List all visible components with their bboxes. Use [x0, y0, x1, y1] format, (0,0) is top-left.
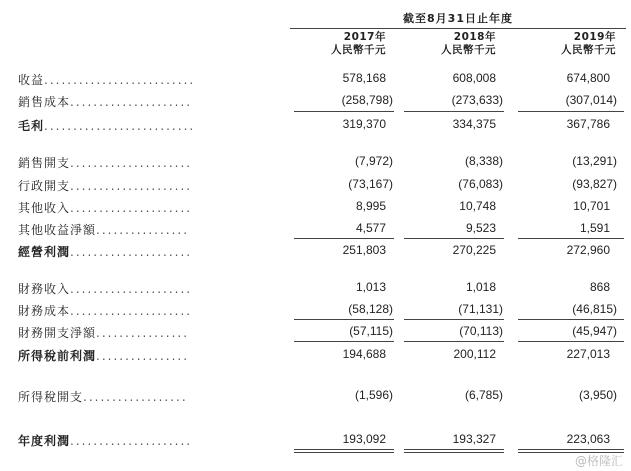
subtotal-rule	[518, 341, 624, 342]
cell-operating-profit-2017: 251,803	[342, 243, 386, 257]
cell-net-finance-expenses-2018: (70,113)	[459, 324, 503, 338]
cell-finance-income-2019: 868	[589, 280, 610, 294]
cell-finance-costs-2018: (71,131)	[458, 302, 503, 316]
row-label-finance-income: 財務收入.....................	[18, 282, 193, 296]
cell-cost-of-sales-2018: (273,633)	[451, 93, 503, 107]
subtotal-rule	[294, 319, 394, 320]
row-label-other-income: 其他收入.....................	[18, 201, 193, 215]
cell-admin-expenses-2017: (73,167)	[348, 177, 393, 191]
cell-profit-for-year-2017: 193,092	[342, 432, 386, 446]
row-label-profit-before-tax: 所得稅前利潤................	[18, 349, 190, 363]
row-label-selling-expenses: 銷售開支.....................	[18, 156, 193, 170]
cell-profit-before-tax-2017: 194,688	[342, 347, 386, 361]
row-label-other-gains-net: 其他收益淨額................	[18, 223, 190, 237]
cell-finance-income-2018: 1,018	[465, 280, 496, 294]
cell-selling-expenses-2019: (13,291)	[572, 154, 617, 168]
cell-other-gains-net-2018: 9,523	[465, 221, 496, 235]
cell-revenue-2017: 578,168	[342, 71, 386, 85]
cell-other-income-2019: 10,701	[573, 199, 610, 213]
cell-gross-profit-2017: 319,370	[342, 117, 386, 131]
subtotal-rule	[294, 238, 394, 239]
cell-finance-costs-2017: (58,128)	[348, 302, 393, 316]
cell-admin-expenses-2018: (76,083)	[458, 177, 503, 191]
cell-cost-of-sales-2017: (258,798)	[341, 93, 393, 107]
cell-revenue-2019: 674,800	[566, 71, 610, 85]
cell-net-finance-expenses-2019: (45,947)	[572, 324, 617, 338]
column-year: 2017年	[343, 31, 386, 43]
row-label-net-finance-expenses: 財務開支淨額................	[18, 326, 190, 340]
cell-income-tax-expense-2018: (6,785)	[464, 388, 503, 402]
period-header: 截至8月31日止年度	[403, 12, 513, 25]
period-header-rule	[290, 28, 626, 29]
cell-gross-profit-2018: 334,375	[452, 117, 496, 131]
subtotal-rule	[294, 111, 394, 112]
cell-admin-expenses-2019: (93,827)	[572, 177, 617, 191]
cell-gross-profit-2019: 367,786	[566, 117, 610, 131]
column-unit: 人民幣千元	[441, 44, 496, 56]
column-header-2017	[276, 31, 386, 57]
subtotal-rule	[518, 238, 624, 239]
cell-income-tax-expense-2017: (1,596)	[354, 388, 393, 402]
cell-other-income-2017: 8,995	[355, 199, 386, 213]
cell-cost-of-sales-2019: (307,014)	[565, 93, 617, 107]
row-label-finance-costs: 財務成本.....................	[18, 304, 193, 318]
cell-other-gains-net-2019: 1,591	[579, 221, 610, 235]
total-double-rule	[404, 452, 504, 453]
cell-profit-for-year-2018: 193,327	[452, 432, 496, 446]
column-header-2018	[386, 31, 496, 57]
cell-profit-for-year-2019: 223,063	[566, 432, 610, 446]
cell-operating-profit-2018: 270,225	[452, 243, 496, 257]
total-double-rule	[294, 449, 394, 450]
total-double-rule	[518, 449, 624, 450]
row-label-income-tax-expense: 所得稅開支..................	[18, 390, 188, 404]
cell-other-gains-net-2017: 4,577	[355, 221, 386, 235]
subtotal-rule	[404, 341, 504, 342]
column-unit: 人民幣千元	[331, 44, 386, 56]
cell-selling-expenses-2017: (7,972)	[354, 154, 393, 168]
total-double-rule	[294, 452, 394, 453]
cell-revenue-2018: 608,008	[452, 71, 496, 85]
cell-finance-income-2017: 1,013	[355, 280, 386, 294]
row-label-operating-profit: 經營利潤.....................	[18, 245, 193, 259]
cell-income-tax-expense-2019: (3,950)	[578, 388, 617, 402]
subtotal-rule	[294, 341, 394, 342]
cell-profit-before-tax-2018: 200,112	[453, 347, 496, 361]
subtotal-rule	[404, 238, 504, 239]
subtotal-rule	[518, 111, 624, 112]
cell-finance-costs-2019: (46,815)	[572, 302, 617, 316]
watermark: @格隆汇	[574, 454, 623, 468]
subtotal-rule	[518, 319, 624, 320]
column-unit: 人民幣千元	[561, 44, 616, 56]
column-header-2019	[506, 31, 616, 57]
subtotal-rule	[404, 319, 504, 320]
column-year: 2019年	[573, 31, 616, 43]
column-year: 2018年	[453, 31, 496, 43]
row-label-profit-for-year: 年度利潤.....................	[18, 434, 193, 448]
cell-other-income-2018: 10,748	[459, 199, 496, 213]
cell-net-finance-expenses-2017: (57,115)	[349, 324, 393, 338]
row-label-gross-profit: 毛利..........................	[18, 119, 196, 133]
total-double-rule	[404, 449, 504, 450]
cell-selling-expenses-2018: (8,338)	[464, 154, 503, 168]
cell-profit-before-tax-2019: 227,013	[566, 347, 610, 361]
subtotal-rule	[404, 111, 504, 112]
cell-operating-profit-2019: 272,960	[566, 243, 610, 257]
row-label-cost-of-sales: 銷售成本.....................	[18, 95, 193, 109]
row-label-admin-expenses: 行政開支.....................	[18, 179, 193, 193]
row-label-revenue: 收益..........................	[18, 73, 196, 87]
